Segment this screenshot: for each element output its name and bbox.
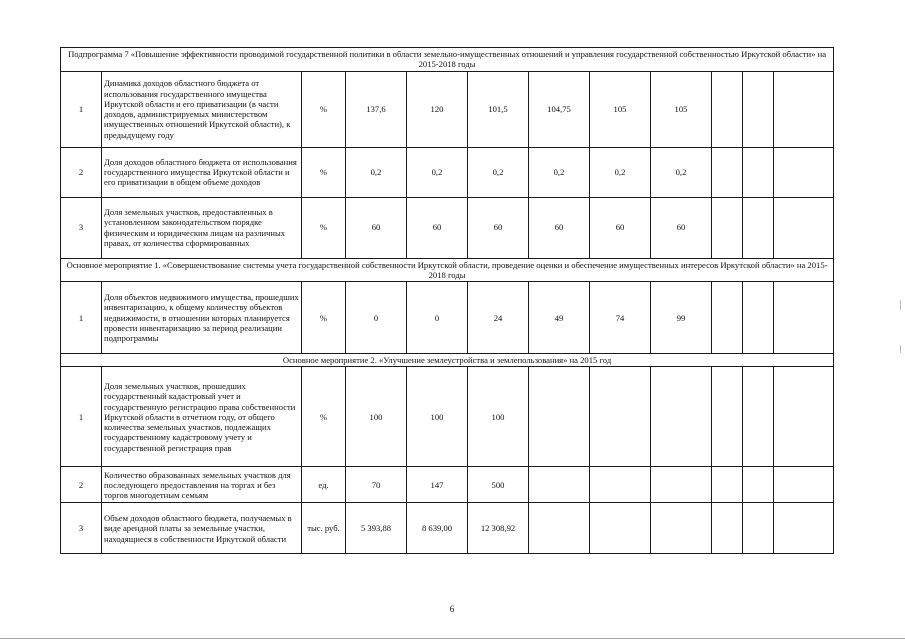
value-cell: 49 [529,282,590,354]
table-row [61,503,834,554]
value-cell: 105 [590,71,651,147]
value-cell: 70 [346,467,407,503]
value-cell: 99 [651,282,712,354]
unit-cell: % [302,197,346,258]
value-cell [529,467,590,503]
scan-edge-mark [900,300,901,310]
value-cell [712,503,743,554]
section-header-row [61,354,834,367]
value-cell [774,282,834,354]
value-cell: 147 [407,467,468,503]
unit-cell: тыс. руб. [302,503,346,554]
value-cell: 137,6 [346,71,407,147]
value-cell: 0 [346,282,407,354]
value-cell: 24 [468,282,529,354]
value-cell [743,367,774,467]
row-number-cell: 2 [61,147,102,197]
indicator-name-cell: Доля земельных участков, предоставленных в установленном законодательством порядке физическим и юридическим лицам на различных правах, от количества сформированных [102,197,302,258]
value-cell: 74 [590,282,651,354]
value-cell [651,367,712,467]
value-cell [590,467,651,503]
value-cell: 104,75 [529,71,590,147]
value-cell [774,197,834,258]
value-cell: 0,2 [529,147,590,197]
value-cell: 0,2 [407,147,468,197]
unit-cell: % [302,71,346,147]
table-row [61,71,834,147]
scan-edge-mark [900,345,901,353]
value-cell [743,71,774,147]
value-cell: 60 [346,197,407,258]
value-cell [529,503,590,554]
value-cell [590,367,651,467]
value-cell [651,467,712,503]
value-cell: 500 [468,467,529,503]
value-cell: 101,5 [468,71,529,147]
value-cell: 60 [529,197,590,258]
value-cell: 5 393,88 [346,503,407,554]
value-cell [774,147,834,197]
value-cell [774,503,834,554]
value-cell [590,503,651,554]
section-title: Основное мероприятие 2. «Улучшение землеустройства и землепользования» на 2015 год [61,354,834,367]
value-cell [712,71,743,147]
page-number: 6 [449,604,455,614]
value-cell [712,147,743,197]
table-row [61,282,834,354]
value-cell [774,367,834,467]
indicator-name-cell: Количество образованных земельных участков для последующего предоставления на торгах и без торгов многодетным семьям [102,467,302,503]
value-cell [712,467,743,503]
value-cell: 120 [407,71,468,147]
value-cell: 60 [407,197,468,258]
row-number-cell: 3 [61,503,102,554]
value-cell: 0,2 [651,147,712,197]
value-cell [743,503,774,554]
unit-cell: % [302,282,346,354]
value-cell: 0 [407,282,468,354]
row-number-cell: 3 [61,197,102,258]
value-cell: 0,2 [590,147,651,197]
value-cell: 105 [651,71,712,147]
indicator-name-cell: Доля объектов недвижимого имущества, прошедших инвентаризацию, к общему количеству объектов недвижимости, в отношении которых планируется провести инвентаризацию за период реализации подпрограммы [102,282,302,354]
value-cell [743,197,774,258]
value-cell: 8 639,00 [407,503,468,554]
value-cell: 60 [468,197,529,258]
value-cell [743,282,774,354]
section-header-row [61,258,834,282]
section-title: Подпрограмма 7 «Повышение эффективности проводимой государственной политики в области земельно-имущественных отношений и управления государственной собственностью Иркутской области» на 2015-2018 годы [61,48,834,72]
value-cell: 100 [346,367,407,467]
table-row [61,197,834,258]
value-cell [774,467,834,503]
scan-bottom-line [0,638,905,639]
value-cell [712,197,743,258]
row-number-cell: 1 [61,282,102,354]
unit-cell: ед. [302,467,346,503]
unit-cell: % [302,367,346,467]
section-title: Основное мероприятие 1. «Совершенствование системы учета государственной собственности Иркутской области, проведение оценки и обеспечение имущественных интересов Иркутской области» на 2015-2018 годы [61,258,834,282]
value-cell: 100 [468,367,529,467]
value-cell [743,147,774,197]
value-cell: 60 [590,197,651,258]
indicator-name-cell: Доля доходов областного бюджета от использования государственного имущества Иркутской области и его приватизации в общем объеме доходов [102,147,302,197]
value-cell: 0,2 [346,147,407,197]
indicators-table [60,47,834,554]
indicator-name-cell: Динамика доходов областного бюджета от использования государственного имущества Иркутской области и его приватизации (в части доходов, администрируемых министерством имущественных отношений Иркутской области), к предыдущему году [102,71,302,147]
row-number-cell: 2 [61,467,102,503]
table-row [61,147,834,197]
value-cell: 12 308,92 [468,503,529,554]
value-cell [774,71,834,147]
section-header-row [61,48,834,72]
indicator-name-cell: Доля земельных участков, прошедших государственный кадастровый учет и государственную регистрацию права собственности Иркутской области в отчетном году, от общего количества земельных участков, подлежащих государственному кадастровому учету и государственной регистрация прав [102,367,302,467]
table-row [61,367,834,467]
unit-cell: % [302,147,346,197]
value-cell: 0,2 [468,147,529,197]
row-number-cell: 1 [61,367,102,467]
value-cell: 100 [407,367,468,467]
value-cell: 60 [651,197,712,258]
value-cell [651,503,712,554]
indicator-name-cell: Объем доходов областного бюджета, получаемых в виде арендной платы за земельные участки, находящиеся в собственности Иркутской области [102,503,302,554]
value-cell [529,367,590,467]
value-cell [712,282,743,354]
table-row [61,467,834,503]
row-number-cell: 1 [61,71,102,147]
value-cell [743,467,774,503]
value-cell [712,367,743,467]
